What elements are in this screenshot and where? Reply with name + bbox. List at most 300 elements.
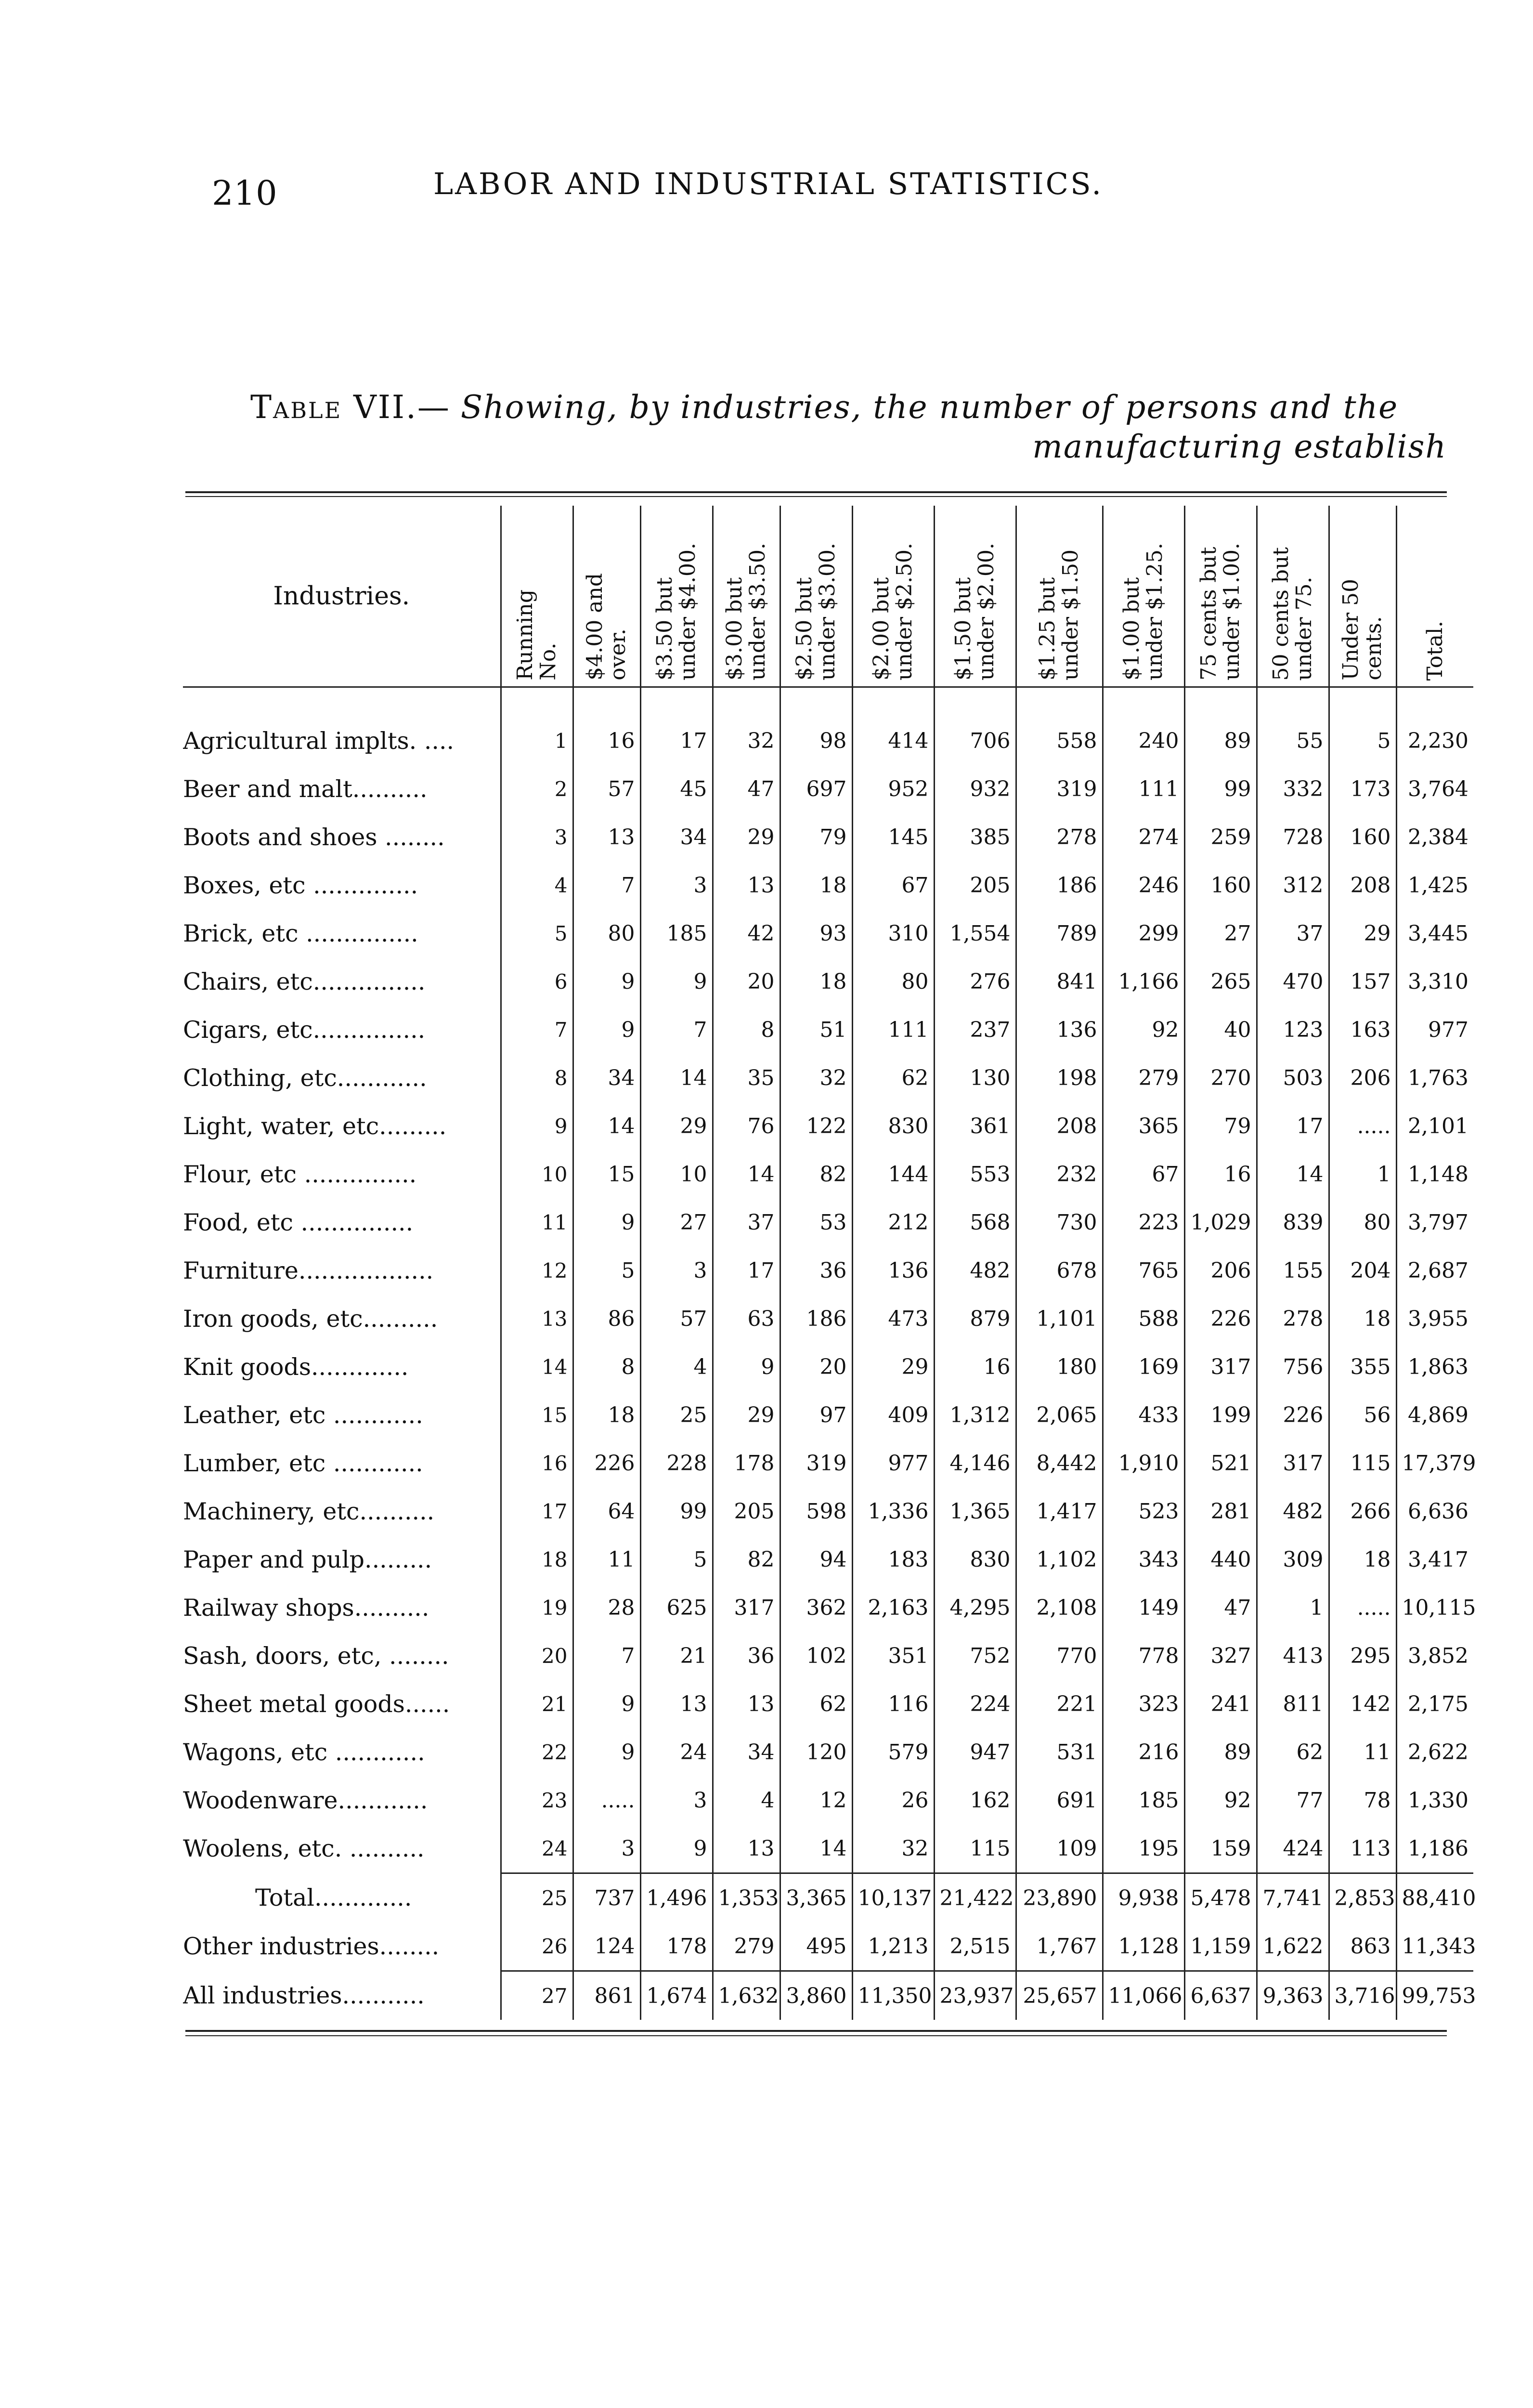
- column-header-8: [1016, 506, 1103, 687]
- table-cell: 47: [713, 765, 780, 813]
- table-cell: 309: [1257, 1535, 1329, 1584]
- table-cell: 14: [1257, 1150, 1329, 1198]
- table-caption: [250, 388, 1447, 467]
- table-cell: 266: [1329, 1487, 1396, 1535]
- table-cell: 37: [713, 1198, 780, 1246]
- table-cell: 270: [1184, 1054, 1257, 1102]
- table-cell: 113: [1329, 1824, 1396, 1873]
- running-no: 4: [501, 861, 573, 909]
- table-cell: 1,029: [1184, 1198, 1257, 1246]
- table-cell: 1,336: [852, 1487, 934, 1535]
- running-no: 16: [501, 1439, 573, 1487]
- table-cell: 89: [1184, 1728, 1257, 1776]
- table-row: [183, 1295, 1473, 1343]
- table-cell: 413: [1257, 1632, 1329, 1680]
- industry-name: Brick, etc ...............: [183, 919, 418, 947]
- table-cell: 178: [713, 1439, 780, 1487]
- table-cell: 317: [1257, 1439, 1329, 1487]
- table-cell: .....: [573, 1776, 640, 1824]
- table-cell: 136: [1016, 1006, 1103, 1054]
- table-cell: 97: [780, 1391, 852, 1439]
- running-no: 7: [501, 1006, 573, 1054]
- table-cell: 195: [1103, 1824, 1184, 1873]
- table-cell: 226: [573, 1439, 640, 1487]
- industry-name: Boxes, etc ..............: [183, 871, 418, 899]
- running-no: 15: [501, 1391, 573, 1439]
- table-cell: 10,137: [852, 1873, 934, 1923]
- table-cell: 92: [1103, 1006, 1184, 1054]
- table-row: [183, 813, 1473, 861]
- table-cell: 281: [1184, 1487, 1257, 1535]
- table-cell: 691: [1016, 1776, 1103, 1824]
- column-header-6: [852, 506, 934, 687]
- table-cell: 2,065: [1016, 1391, 1103, 1439]
- table-body: [183, 687, 1476, 2020]
- table-cell: 93: [780, 909, 852, 957]
- table-cell: 861: [573, 1971, 640, 2020]
- table-cell: 1,159: [1184, 1922, 1257, 1971]
- table-cell: 830: [852, 1102, 934, 1150]
- table-cell: 18: [573, 1391, 640, 1439]
- header-row: [183, 506, 1473, 687]
- table-cell: 259: [1184, 813, 1257, 861]
- table-cell: 278: [1016, 813, 1103, 861]
- table-cell: 79: [1184, 1102, 1257, 1150]
- table-cell: 32: [852, 1824, 934, 1873]
- industry-name: Railway shops..........: [183, 1594, 429, 1622]
- table-cell: 130: [934, 1054, 1016, 1102]
- industry-name: All industries...........: [183, 1981, 425, 2009]
- industry-name: Total.............: [255, 1884, 412, 1911]
- table-cell: 36: [780, 1246, 852, 1295]
- table-cell: 98: [780, 687, 852, 765]
- table-cell: 237: [934, 1006, 1016, 1054]
- table-cell: 3,852: [1396, 1632, 1473, 1680]
- table-row: [183, 1873, 1473, 1923]
- table-cell: 21,422: [934, 1873, 1016, 1923]
- column-header-4: [713, 506, 780, 687]
- column-header-label: $3.50 but under $4.00.: [652, 543, 700, 681]
- table-cell: 205: [934, 861, 1016, 909]
- column-header-label: $4.00 and over.: [583, 573, 630, 681]
- table-cell: 470: [1257, 957, 1329, 1006]
- table-cell: 18: [780, 957, 852, 1006]
- table-cell: 2,515: [934, 1922, 1016, 1971]
- table-cell: 14: [713, 1150, 780, 1198]
- table-cell: 51: [780, 1006, 852, 1054]
- table-cell: 21: [640, 1632, 713, 1680]
- table-cell: 45: [640, 765, 713, 813]
- table-caption-line2: manufacturing establish: [1032, 428, 1447, 465]
- table-cell: 163: [1329, 1006, 1396, 1054]
- table-cell: 29: [852, 1343, 934, 1391]
- table-row: [183, 1391, 1473, 1439]
- table-cell: 186: [780, 1295, 852, 1343]
- table-cell: 424: [1257, 1824, 1329, 1873]
- industry-name: Sash, doors, etc, ........: [183, 1642, 449, 1670]
- table-cell: 778: [1103, 1632, 1184, 1680]
- table-cell: 770: [1016, 1632, 1103, 1680]
- table-cell: 186: [1016, 861, 1103, 909]
- table-cell: 811: [1257, 1680, 1329, 1728]
- table-cell: 208: [1016, 1102, 1103, 1150]
- table-cell: 16: [573, 687, 640, 765]
- table-cell: 11: [1329, 1728, 1396, 1776]
- table-cell: 728: [1257, 813, 1329, 861]
- industry-name: Chairs, etc...............: [183, 968, 426, 995]
- table-cell: 80: [1329, 1198, 1396, 1246]
- industry-name: Light, water, etc.........: [183, 1112, 447, 1140]
- table-cell: 9: [573, 1680, 640, 1728]
- table-cell: 3,310: [1396, 957, 1473, 1006]
- table-cell: 6,637: [1184, 1971, 1257, 2020]
- table-cell: 226: [1184, 1295, 1257, 1343]
- industry-name: Clothing, etc............: [183, 1064, 427, 1092]
- table-cell: 1,554: [934, 909, 1016, 957]
- table-cell: 34: [640, 813, 713, 861]
- table-cell: 246: [1103, 861, 1184, 909]
- table-cell: 15: [573, 1150, 640, 1198]
- table-cell: 80: [573, 909, 640, 957]
- table-cell: 99: [1184, 765, 1257, 813]
- table-cell: 82: [780, 1150, 852, 1198]
- column-header-label: $2.00 but under $2.50.: [869, 543, 917, 681]
- table-cell: 115: [934, 1824, 1016, 1873]
- table-row: [183, 1632, 1473, 1680]
- industry-name: Boots and shoes ........: [183, 823, 445, 851]
- table-cell: 17,379: [1396, 1439, 1473, 1487]
- industry-name: Cigars, etc...............: [183, 1016, 426, 1044]
- running-no: 17: [501, 1487, 573, 1535]
- table-row: [183, 765, 1473, 813]
- industry-name: Woodenware............: [183, 1786, 428, 1814]
- table-cell: 4,295: [934, 1584, 1016, 1632]
- table-cell: 17: [640, 687, 713, 765]
- table-cell: 159: [1184, 1824, 1257, 1873]
- table-cell: 362: [780, 1584, 852, 1632]
- column-header-11: [1257, 506, 1329, 687]
- table-cell: 173: [1329, 765, 1396, 813]
- table-cell: 730: [1016, 1198, 1103, 1246]
- industry-name: Knit goods.............: [183, 1353, 409, 1381]
- table-row: [183, 1971, 1473, 2020]
- column-header-5: [780, 506, 852, 687]
- table-cell: 299: [1103, 909, 1184, 957]
- table-cell: 1: [1257, 1584, 1329, 1632]
- table-cell: 180: [1016, 1343, 1103, 1391]
- table-cell: 265: [1184, 957, 1257, 1006]
- table-cell: 879: [934, 1295, 1016, 1343]
- table-cell: 9: [573, 1198, 640, 1246]
- table-cell: 3,764: [1396, 765, 1473, 813]
- table-cell: 521: [1184, 1439, 1257, 1487]
- table-cell: 80: [852, 957, 934, 1006]
- table-cell: 57: [573, 765, 640, 813]
- table-cell: 1,767: [1016, 1922, 1103, 1971]
- table-cell: 2,108: [1016, 1584, 1103, 1632]
- table-cell: 1,186: [1396, 1824, 1473, 1873]
- table-cell: 62: [780, 1680, 852, 1728]
- table-cell: .....: [1329, 1102, 1396, 1150]
- table-cell: 8: [713, 1006, 780, 1054]
- table-cell: 206: [1329, 1054, 1396, 1102]
- table-cell: 157: [1329, 957, 1396, 1006]
- table-cell: 1,417: [1016, 1487, 1103, 1535]
- table-cell: 863: [1329, 1922, 1396, 1971]
- table-cell: 3: [640, 1776, 713, 1824]
- table-cell: 32: [713, 687, 780, 765]
- column-header-label: $1.25 but under $1.50: [1035, 550, 1083, 681]
- table-cell: 1,863: [1396, 1343, 1473, 1391]
- table-cell: 361: [934, 1102, 1016, 1150]
- table-cell: 109: [1016, 1824, 1103, 1873]
- table-cell: 355: [1329, 1343, 1396, 1391]
- column-header-label: 75 cents but under $1.00.: [1196, 543, 1244, 681]
- table-cell: 57: [640, 1295, 713, 1343]
- table-cell: 3: [573, 1824, 640, 1873]
- table-cell: 433: [1103, 1391, 1184, 1439]
- running-no: 6: [501, 957, 573, 1006]
- table-cell: 224: [934, 1680, 1016, 1728]
- table-cell: 208: [1329, 861, 1396, 909]
- column-header-3: [640, 506, 713, 687]
- column-header-2: [573, 506, 640, 687]
- table-cell: 88,410: [1396, 1873, 1473, 1923]
- table-cell: 317: [713, 1584, 780, 1632]
- table-cell: 13: [713, 1824, 780, 1873]
- table-cell: 53: [780, 1198, 852, 1246]
- running-no: 2: [501, 765, 573, 813]
- table-cell: 3,716: [1329, 1971, 1396, 2020]
- table-cell: 142: [1329, 1680, 1396, 1728]
- table-cell: 1,148: [1396, 1150, 1473, 1198]
- table-cell: 26: [852, 1776, 934, 1824]
- table-cell: 279: [1103, 1054, 1184, 1102]
- table-cell: 1,213: [852, 1922, 934, 1971]
- table-cell: 9: [640, 1824, 713, 1873]
- table-cell: 149: [1103, 1584, 1184, 1632]
- table-cell: 319: [1016, 765, 1103, 813]
- table-cell: 17: [713, 1246, 780, 1295]
- table-row: [183, 861, 1473, 909]
- column-header-10: [1184, 506, 1257, 687]
- table-row: [183, 1776, 1473, 1824]
- table-cell: 414: [852, 687, 934, 765]
- table-cell: 16: [1184, 1150, 1257, 1198]
- industry-name: Furniture..................: [183, 1256, 434, 1284]
- table-cell: 2,687: [1396, 1246, 1473, 1295]
- table-cell: 32: [780, 1054, 852, 1102]
- table-cell: 1,330: [1396, 1776, 1473, 1824]
- table-cell: 29: [713, 813, 780, 861]
- table-cell: 1,166: [1103, 957, 1184, 1006]
- table-cell: 94: [780, 1535, 852, 1584]
- table-cell: 841: [1016, 957, 1103, 1006]
- table-cell: 67: [852, 861, 934, 909]
- column-header-9: [1103, 506, 1184, 687]
- table-cell: 1,632: [713, 1971, 780, 2020]
- running-no: 23: [501, 1776, 573, 1824]
- table-row: [183, 1728, 1473, 1776]
- table-cell: 79: [780, 813, 852, 861]
- table-cell: 558: [1016, 687, 1103, 765]
- table-cell: 4: [640, 1343, 713, 1391]
- table-cell: 13: [573, 813, 640, 861]
- column-header-label: $1.50 but under $2.00.: [951, 543, 999, 681]
- table-cell: 18: [1329, 1295, 1396, 1343]
- table-cell: 17: [1257, 1102, 1329, 1150]
- table-cell: 183: [852, 1535, 934, 1584]
- running-no: 11: [501, 1198, 573, 1246]
- table-cell: 11,343: [1396, 1922, 1473, 1971]
- table-cell: 20: [713, 957, 780, 1006]
- table-cell: 42: [713, 909, 780, 957]
- table-cell: 756: [1257, 1343, 1329, 1391]
- table-cell: 7,741: [1257, 1873, 1329, 1923]
- table-cell: 3,417: [1396, 1535, 1473, 1584]
- table-cell: 102: [780, 1632, 852, 1680]
- table-cell: 579: [852, 1728, 934, 1776]
- table-cell: 111: [1103, 765, 1184, 813]
- table-cell: 216: [1103, 1728, 1184, 1776]
- table-cell: 160: [1329, 813, 1396, 861]
- table-cell: 4,869: [1396, 1391, 1473, 1439]
- column-header-1: [501, 506, 573, 687]
- running-no: 8: [501, 1054, 573, 1102]
- table-cell: 24: [640, 1728, 713, 1776]
- table-cell: 752: [934, 1632, 1016, 1680]
- table-cell: 221: [1016, 1680, 1103, 1728]
- table-cell: 34: [573, 1054, 640, 1102]
- table-cell: 10: [640, 1150, 713, 1198]
- table-cell: 9: [573, 1006, 640, 1054]
- table-cell: 312: [1257, 861, 1329, 909]
- table-row: [183, 1006, 1473, 1054]
- table-caption-line1: Showing, by industries, the number of persons and the: [460, 389, 1399, 426]
- table-cell: 11: [573, 1535, 640, 1584]
- table-cell: 29: [713, 1391, 780, 1439]
- table-cell: 598: [780, 1487, 852, 1535]
- table-cell: 226: [1257, 1391, 1329, 1439]
- table-cell: 40: [1184, 1006, 1257, 1054]
- industry-name: Machinery, etc..........: [183, 1497, 435, 1525]
- table-row: [183, 1439, 1473, 1487]
- table-cell: 2,163: [852, 1584, 934, 1632]
- column-header-label: $3.00 but under $3.50.: [722, 543, 770, 681]
- table-cell: 99: [640, 1487, 713, 1535]
- table-cell: 2,622: [1396, 1728, 1473, 1776]
- table-cell: 1,128: [1103, 1922, 1184, 1971]
- running-no: 10: [501, 1150, 573, 1198]
- table-cell: 553: [934, 1150, 1016, 1198]
- running-no: 25: [501, 1873, 573, 1923]
- table-row: [183, 957, 1473, 1006]
- running-no: 26: [501, 1922, 573, 1971]
- table-cell: 2,175: [1396, 1680, 1473, 1728]
- table-row: [183, 1102, 1473, 1150]
- table-cell: 327: [1184, 1632, 1257, 1680]
- table-cell: 2,101: [1396, 1102, 1473, 1150]
- wage-table: [183, 506, 1476, 2020]
- industry-name: Agricultural implts. ....: [183, 727, 455, 755]
- table-cell: 89: [1184, 687, 1257, 765]
- column-header-label: $1.00 but under $1.25.: [1119, 543, 1167, 681]
- column-header-industries: Industries.: [183, 506, 501, 687]
- column-header-label: Running No.: [513, 589, 560, 681]
- table-cell: 76: [713, 1102, 780, 1150]
- table-cell: 64: [573, 1487, 640, 1535]
- running-no: 14: [501, 1343, 573, 1391]
- table-cell: 144: [852, 1150, 934, 1198]
- column-header-13: [1396, 506, 1473, 687]
- industry-name: Other industries........: [183, 1933, 440, 1961]
- table-cell: 205: [713, 1487, 780, 1535]
- table-cell: 625: [640, 1584, 713, 1632]
- table-cell: 323: [1103, 1680, 1184, 1728]
- table-cell: 122: [780, 1102, 852, 1150]
- table-cell: 82: [713, 1535, 780, 1584]
- table-cell: 482: [934, 1246, 1016, 1295]
- table-cell: 115: [1329, 1439, 1396, 1487]
- table-cell: 136: [852, 1246, 934, 1295]
- table-cell: 1,674: [640, 1971, 713, 2020]
- table-cell: 4: [713, 1776, 780, 1824]
- table-cell: 47: [1184, 1584, 1257, 1632]
- table-cell: 37: [1257, 909, 1329, 957]
- industry-name: Beer and malt..........: [183, 775, 428, 803]
- table-cell: 29: [1329, 909, 1396, 957]
- running-no: 9: [501, 1102, 573, 1150]
- table-cell: 212: [852, 1198, 934, 1246]
- table-cell: 977: [1396, 1006, 1473, 1054]
- table-row: [183, 1680, 1473, 1728]
- table-cell: 240: [1103, 687, 1184, 765]
- table-cell: 3,860: [780, 1971, 852, 2020]
- table-cell: 482: [1257, 1487, 1329, 1535]
- table-cell: 55: [1257, 687, 1329, 765]
- table-cell: 737: [573, 1873, 640, 1923]
- industry-name: Flour, etc ...............: [183, 1160, 417, 1188]
- table-cell: 1,353: [713, 1873, 780, 1923]
- table-cell: 568: [934, 1198, 1016, 1246]
- table-cell: 1,622: [1257, 1922, 1329, 1971]
- table-cell: 63: [713, 1295, 780, 1343]
- table-row: [183, 1487, 1473, 1535]
- table-cell: 9: [573, 957, 640, 1006]
- table-cell: 440: [1184, 1535, 1257, 1584]
- page-number: 210: [212, 173, 278, 213]
- table-cell: 13: [713, 861, 780, 909]
- table-cell: 351: [852, 1632, 934, 1680]
- table-cell: 204: [1329, 1246, 1396, 1295]
- table-cell: 473: [852, 1295, 934, 1343]
- table-row: [183, 1922, 1473, 1971]
- table-row: [183, 1343, 1473, 1391]
- table-cell: 4,146: [934, 1439, 1016, 1487]
- table-cell: 2,230: [1396, 687, 1473, 765]
- table-cell: 228: [640, 1439, 713, 1487]
- table-cell: 1,312: [934, 1391, 1016, 1439]
- bottom-rule: [185, 2030, 1447, 2032]
- table-cell: 932: [934, 765, 1016, 813]
- column-header-7: [934, 506, 1016, 687]
- table-cell: 274: [1103, 813, 1184, 861]
- table-cell: 10,115: [1396, 1584, 1473, 1632]
- running-no: 27: [501, 1971, 573, 2020]
- table-cell: 7: [573, 1632, 640, 1680]
- table-cell: 13: [640, 1680, 713, 1728]
- table-cell: 343: [1103, 1535, 1184, 1584]
